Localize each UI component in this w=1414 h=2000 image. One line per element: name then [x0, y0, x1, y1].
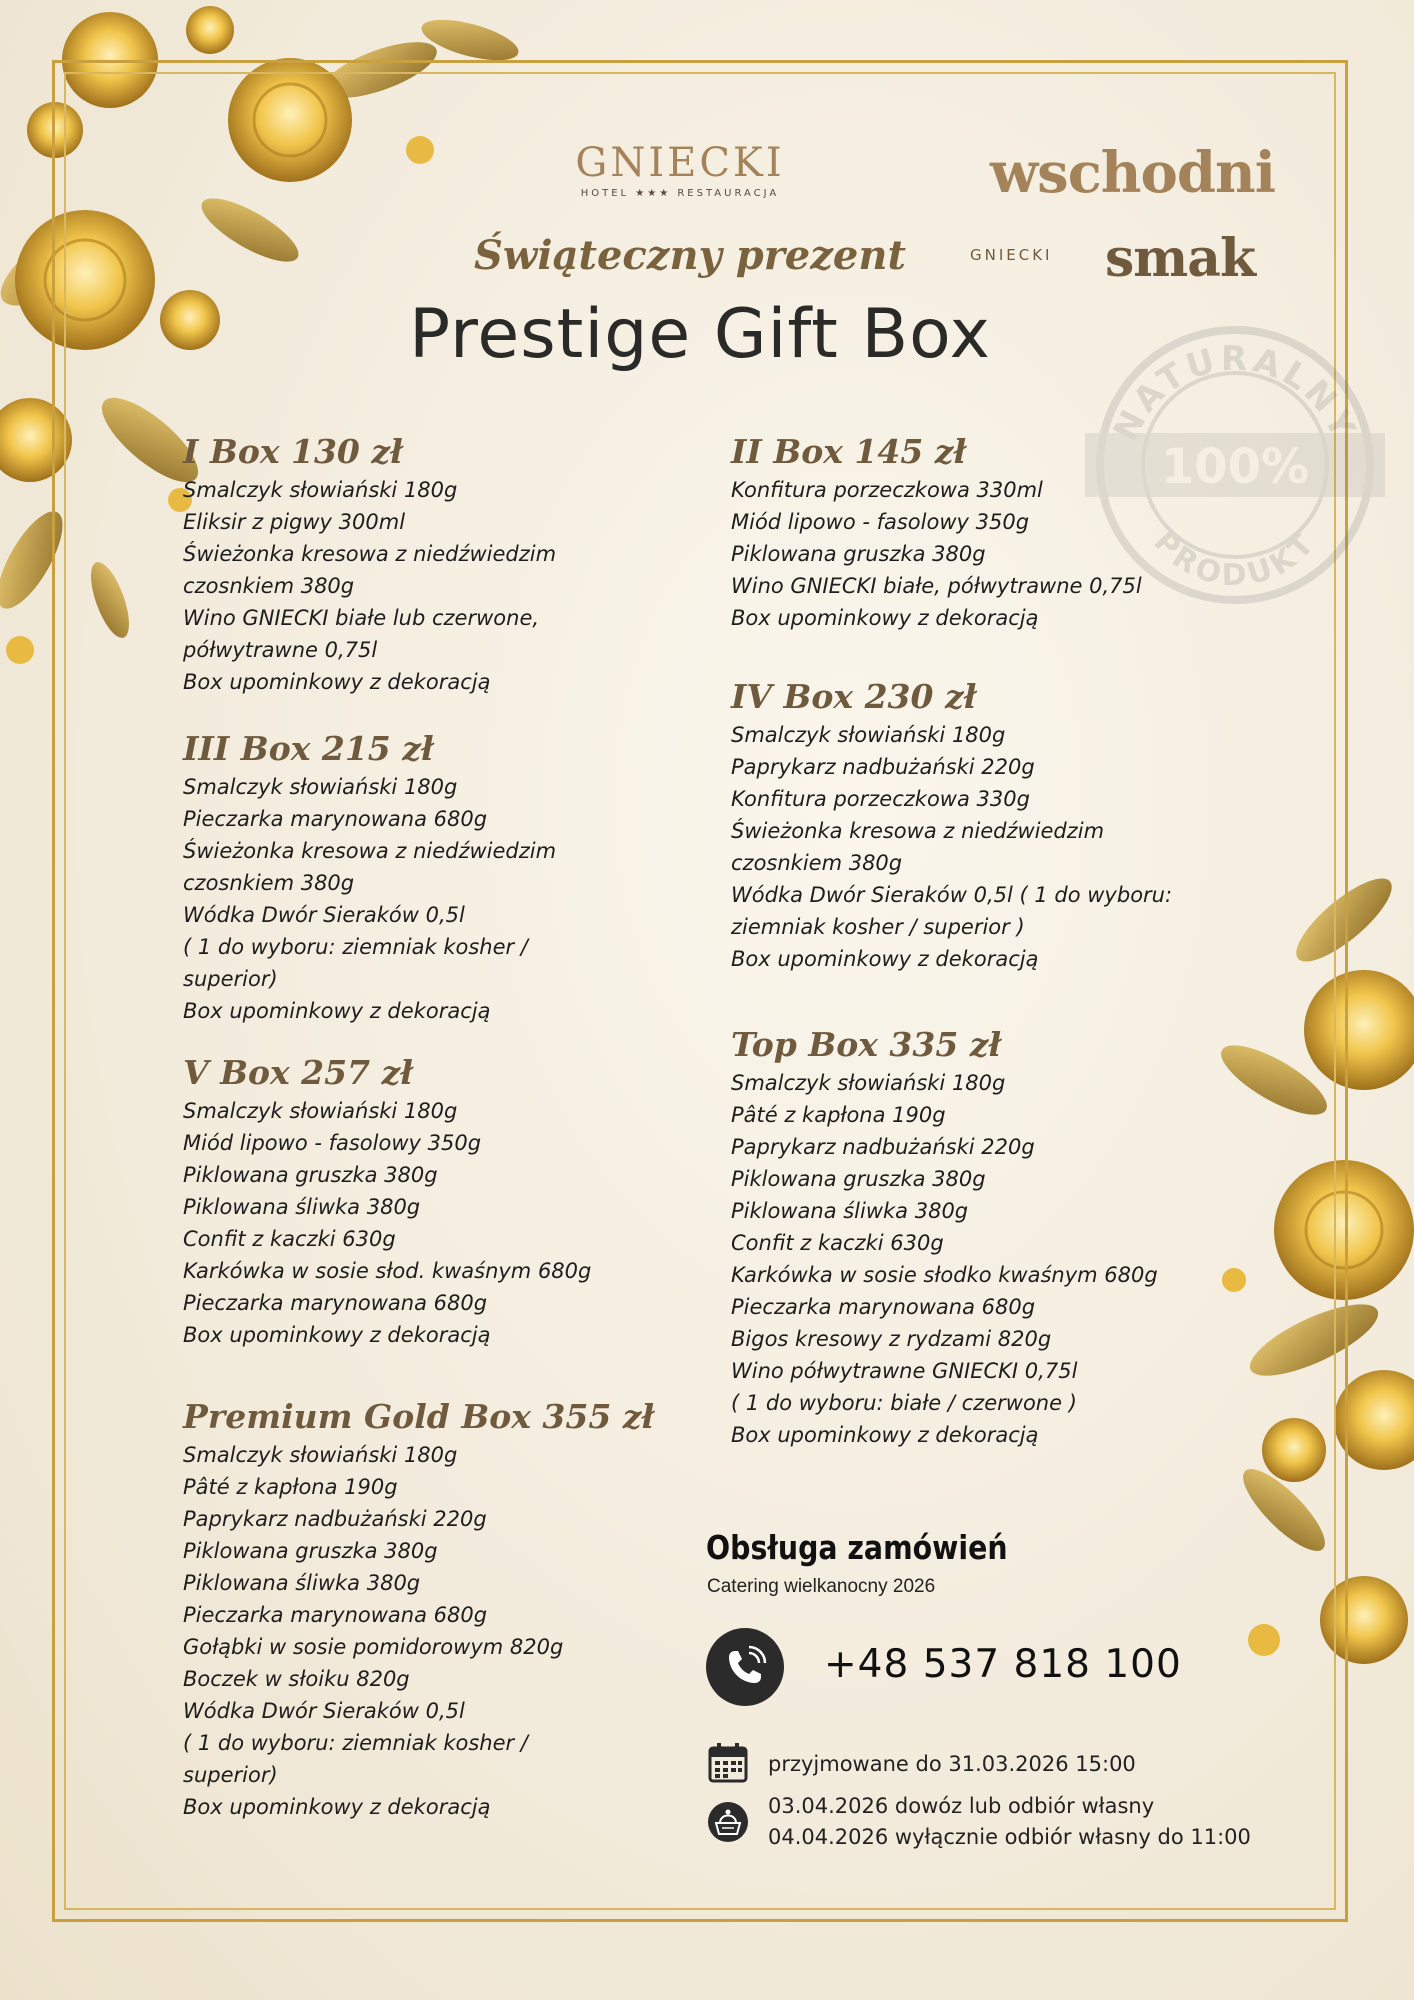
gift-box-item: Piklowana gruszka 380g — [183, 1539, 438, 1563]
gift-box-item: Smalczyk słowiański 180g — [731, 1071, 1006, 1095]
gift-box-item: Pâté z kapłona 190g — [183, 1475, 398, 1499]
gift-box-item: Wódka Dwór Sieraków 0,5l ( 1 do wyboru: — [731, 883, 1173, 907]
svg-text:NATURALNY: NATURALNY — [1105, 338, 1365, 448]
gift-box-item: Wódka Dwór Sieraków 0,5l — [183, 903, 465, 927]
gift-box-item: Miód lipowo - fasolowy 350g — [731, 510, 1030, 534]
gift-box-2 — [731, 432, 1142, 634]
svg-text:100%: 100% — [1160, 439, 1310, 495]
gift-box-items — [183, 474, 556, 698]
gift-box-item: ( 1 do wyboru: białe / czerwone ) — [731, 1391, 1077, 1415]
gift-box-item: Wino półwytrawne GNIECKI 0,75l — [731, 1359, 1078, 1383]
gift-box-item: superior) — [183, 967, 278, 991]
gift-box-item: Box upominkowy z dekoracją — [183, 1795, 491, 1819]
gift-box-item: Konfitura porzeczkowa 330ml — [731, 478, 1043, 502]
gift-box-item: Karkówka w sosie słodko kwaśnym 680g — [731, 1263, 1158, 1287]
gift-box-5 — [183, 1053, 591, 1351]
gift-box-item: Box upominkowy z dekoracją — [731, 606, 1039, 630]
gift-box-title: III Box 215 zł — [183, 729, 434, 768]
gift-box-item: Box upominkowy z dekoracją — [183, 999, 491, 1023]
gift-box-item: czosnkiem 380g — [731, 851, 903, 875]
gift-box-title: Premium Gold Box 355 zł — [183, 1397, 655, 1436]
gift-box-items — [731, 1067, 1158, 1451]
gift-box-item: Box upominkowy z dekoracją — [731, 947, 1039, 971]
gift-box-item: Świeżonka kresowa z niedźwiedzim — [731, 819, 1105, 843]
gift-box-items — [183, 1095, 591, 1351]
gift-box-title: IV Box 230 zł — [731, 677, 977, 716]
gift-box-items — [183, 771, 556, 1027]
gift-box-item: Piklowana gruszka 380g — [731, 1167, 986, 1191]
gift-box-item: Piklowana gruszka 380g — [183, 1163, 438, 1187]
gift-box-item: Gołąbki w sosie pomidorowym 820g — [183, 1635, 564, 1659]
gift-box-item: Smalczyk słowiański 180g — [731, 723, 1006, 747]
gift-box-1 — [183, 432, 556, 698]
gift-box-item: Karkówka w sosie słod. kwaśnym 680g — [183, 1259, 592, 1283]
gift-box-title: II Box 145 zł — [731, 432, 967, 471]
gift-box-items — [731, 719, 1172, 975]
gift-box-item: czosnkiem 380g — [183, 574, 355, 598]
gift-box-item: Paprykarz nadbużański 220g — [731, 755, 1035, 779]
gift-box-item: Confit z kaczki 630g — [731, 1231, 944, 1255]
gift-box-item: Piklowana śliwka 380g — [731, 1199, 969, 1223]
gift-box-item: Świeżonka kresowa z niedźwiedzim — [183, 542, 557, 566]
gift-box-item: Wódka Dwór Sieraków 0,5l — [183, 1699, 465, 1723]
wschodni-smak-logo — [965, 140, 1295, 290]
order-deadline: przyjmowane do 31.03.2026 15:00 — [768, 1752, 1136, 1776]
gift-box-item: czosnkiem 380g — [183, 871, 355, 895]
gniecki-logo-subtitle: HOTEL ★★★ RESTAURACJA — [580, 188, 780, 199]
gift-box-item: Smalczyk słowiański 180g — [183, 1443, 458, 1467]
gift-box-item: ( 1 do wyboru: ziemniak kosher / — [183, 1731, 528, 1755]
phone-number[interactable]: +48 537 818 100 — [824, 1642, 1182, 1687]
gift-box-top — [731, 1025, 1158, 1451]
delivery-info-line-1: 03.04.2026 dowóz lub odbiór własny — [768, 1794, 1155, 1818]
gift-box-item: Pieczarka marynowana 680g — [183, 807, 488, 831]
gift-box-item: Pâté z kapłona 190g — [731, 1103, 946, 1127]
gift-box-item: Piklowana śliwka 380g — [183, 1195, 421, 1219]
calendar-icon — [707, 1742, 749, 1784]
gift-box-premium-gold — [183, 1397, 654, 1823]
contact-subtitle: Catering wielkanocny 2026 — [707, 1576, 936, 1597]
delivery-info-line-2: 04.04.2026 wyłącznie odbiór własny do 11:00 — [768, 1825, 1251, 1849]
wschodni-smak-logo-word2: smak — [1104, 228, 1255, 289]
gift-box-item: superior) — [183, 1763, 278, 1787]
gift-box-item: Boczek w słoiku 820g — [183, 1667, 410, 1691]
gift-box-item: Confit z kaczki 630g — [183, 1227, 396, 1251]
wschodni-smak-logo-word1: wschodni — [989, 140, 1275, 206]
gift-basket-icon — [707, 1801, 749, 1843]
gift-box-item: Smalczyk słowiański 180g — [183, 478, 458, 502]
gift-box-item: Piklowana śliwka 380g — [183, 1571, 421, 1595]
gift-box-item: Miód lipowo - fasolowy 350g — [183, 1131, 482, 1155]
contact-title: Obsługa zamówień — [706, 1528, 1008, 1567]
gift-box-item: Pieczarka marynowana 680g — [183, 1291, 488, 1315]
phone-icon — [706, 1628, 784, 1706]
gift-box-item: półwytrawne 0,75l — [183, 638, 378, 662]
gift-box-item: ziemniak kosher / superior ) — [731, 915, 1025, 939]
gift-box-item: Box upominkowy z dekoracją — [731, 1423, 1039, 1447]
gift-box-item: ( 1 do wyboru: ziemniak kosher / — [183, 935, 528, 959]
gniecki-logo-name: GNIECKI — [575, 140, 785, 186]
svg-text:PRODUKT: PRODUKT — [1146, 524, 1324, 594]
gift-box-item: Paprykarz nadbużański 220g — [183, 1507, 487, 1531]
wschodni-smak-logo-gniecki: GNIECKI — [970, 246, 1053, 264]
gniecki-logo — [560, 140, 800, 199]
gift-box-item: Eliksir z pigwy 300ml — [183, 510, 406, 534]
gift-box-item: Bigos kresowy z rydzami 820g — [731, 1327, 1052, 1351]
gift-box-title: V Box 257 zł — [183, 1053, 413, 1092]
gift-box-item: Pieczarka marynowana 680g — [731, 1295, 1036, 1319]
gift-box-item: Piklowana gruszka 380g — [731, 542, 986, 566]
gift-box-items — [183, 1439, 654, 1823]
gift-box-item: Smalczyk słowiański 180g — [183, 775, 458, 799]
gift-box-item: Box upominkowy z dekoracją — [183, 1323, 491, 1347]
page-title: Prestige Gift Box — [409, 295, 991, 374]
gift-box-3 — [183, 729, 556, 1027]
gift-box-item: Box upominkowy z dekoracją — [183, 670, 491, 694]
gift-box-4 — [731, 677, 1172, 975]
gift-box-title: I Box 130 zł — [183, 432, 403, 471]
page-subtitle: Świąteczny prezent — [474, 232, 906, 279]
gift-box-item: Wino GNIECKI białe, półwytrawne 0,75l — [731, 574, 1142, 598]
gift-box-item: Świeżonka kresowa z niedźwiedzim — [183, 839, 557, 863]
gift-box-item: Paprykarz nadbużański 220g — [731, 1135, 1035, 1159]
gift-box-item: Konfitura porzeczkowa 330g — [731, 787, 1030, 811]
gift-box-item: Pieczarka marynowana 680g — [183, 1603, 488, 1627]
gift-box-item: Smalczyk słowiański 180g — [183, 1099, 458, 1123]
gift-box-title: Top Box 335 zł — [731, 1025, 1002, 1064]
gift-box-item: Wino GNIECKI białe lub czerwone, — [183, 606, 540, 630]
gift-box-items — [731, 474, 1142, 634]
